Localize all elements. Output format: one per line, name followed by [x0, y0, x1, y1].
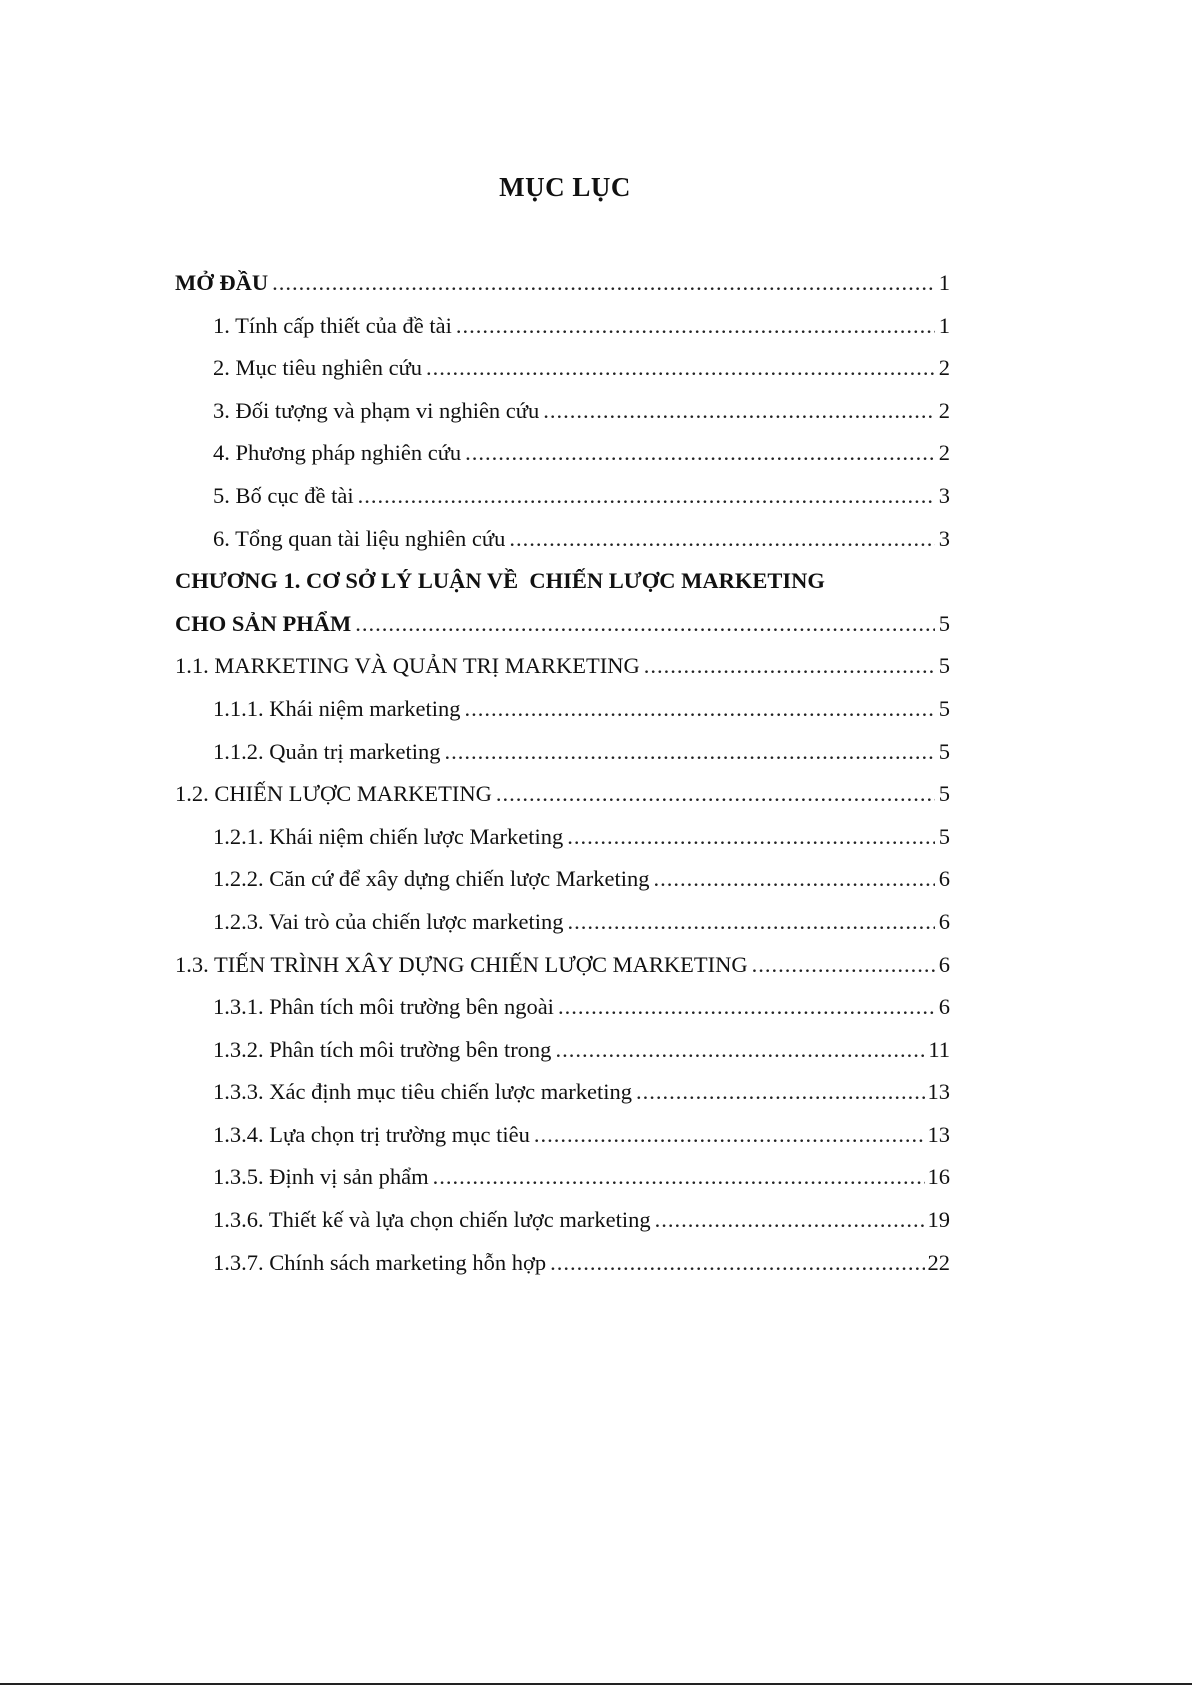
dot-leader	[509, 518, 935, 561]
dot-leader	[358, 475, 935, 518]
toc-entry[interactable]	[175, 305, 950, 348]
toc-entry[interactable]	[175, 1029, 950, 1072]
toc-page-number: 6	[938, 994, 950, 1020]
toc-entry[interactable]	[175, 858, 950, 901]
toc-page-number: 5	[938, 781, 950, 807]
dot-leader	[355, 603, 935, 646]
toc-entry-text: 1.2.3. Vai trò của chiến lược marketing	[213, 908, 564, 934]
toc-entry-text: 1.3.7. Chính sách marketing hỗn hợp	[213, 1249, 547, 1275]
toc-entry[interactable]	[175, 347, 950, 390]
dot-leader	[654, 858, 936, 901]
toc-entry[interactable]	[175, 518, 950, 561]
dot-leader	[464, 688, 935, 731]
toc-entry-text: 1.3.2. Phân tích môi trường bên trong	[213, 1036, 552, 1062]
toc-entry-text: 1.2.1. Khái niệm chiến lược Marketing	[213, 823, 564, 849]
toc-entry-text: 1.2.2. Căn cứ để xây dựng chiến lược Marketing	[213, 866, 650, 892]
toc-entry[interactable]	[175, 432, 950, 475]
toc-entry[interactable]	[175, 475, 950, 518]
toc-page-number: 6	[938, 866, 950, 892]
toc-entry[interactable]	[175, 1114, 950, 1157]
toc-page-number: 5	[938, 695, 950, 721]
toc-page-number: 13	[927, 1079, 950, 1105]
toc-page-number: 11	[928, 1036, 950, 1062]
toc-entry[interactable]	[175, 773, 950, 816]
toc-page-number: 6	[938, 951, 950, 977]
toc-entry-text: CHO SẢN PHẨM	[175, 610, 352, 636]
toc-page-number: 16	[927, 1164, 950, 1190]
toc-page-number: 2	[938, 397, 950, 423]
toc-entry-text: 5. Bố cục đề tài	[213, 482, 354, 508]
dot-leader	[644, 645, 935, 688]
dot-leader	[465, 432, 935, 475]
dot-leader	[550, 1242, 924, 1285]
toc-page-number: 5	[938, 610, 950, 636]
toc-entry-text: 1.3.1. Phân tích môi trường bên ngoài	[213, 994, 554, 1020]
toc-page-number: 22	[927, 1249, 950, 1275]
toc-entry-text: 1.3.3. Xác định mục tiêu chiến lược marketing	[213, 1079, 632, 1105]
toc-entry-text: 1.1.2. Quản trị marketing	[213, 738, 441, 764]
toc-entry[interactable]	[175, 986, 950, 1029]
toc-entry[interactable]	[175, 603, 950, 646]
dot-leader	[426, 347, 935, 390]
toc-page-number: 2	[938, 355, 950, 381]
toc-entry[interactable]	[175, 390, 950, 433]
dot-leader	[456, 305, 935, 348]
toc-entry[interactable]	[175, 901, 950, 944]
toc-entry-text: 2. Mục tiêu nghiên cứu	[213, 355, 423, 381]
toc-chapter-heading[interactable]	[175, 560, 950, 603]
toc-entry[interactable]	[175, 1242, 950, 1285]
dot-leader	[555, 1029, 925, 1072]
toc-entry-text: 3. Đối tượng và phạm vi nghiên cứu	[213, 397, 540, 423]
toc-entry-text: 4. Phương pháp nghiên cứu	[213, 440, 462, 466]
toc-page-number: 1	[938, 312, 950, 338]
dot-leader	[752, 944, 935, 987]
page-title: MỤC LỤC	[499, 172, 631, 202]
toc-entry[interactable]	[175, 731, 950, 774]
toc-entry[interactable]	[175, 816, 950, 859]
toc-entry-text: 1.3.6. Thiết kế và lựa chọn chiến lược marketing	[213, 1207, 651, 1233]
table-of-contents	[175, 262, 950, 1284]
dot-leader	[534, 1114, 925, 1157]
toc-page-number: 19	[927, 1207, 950, 1233]
toc-page-number: 3	[938, 525, 950, 551]
toc-page-number: 3	[938, 482, 950, 508]
dot-leader	[496, 773, 935, 816]
toc-entry[interactable]	[175, 688, 950, 731]
toc-entry[interactable]	[175, 1199, 950, 1242]
dot-leader	[433, 1156, 925, 1199]
toc-entry-text: 1.1. MARKETING VÀ QUẢN TRỊ MARKETING	[175, 653, 640, 679]
toc-entry[interactable]	[175, 262, 950, 305]
toc-page-number: 5	[938, 823, 950, 849]
toc-entry-text: MỞ ĐẦU	[175, 270, 269, 295]
dot-leader	[543, 390, 935, 433]
dot-leader	[567, 901, 935, 944]
toc-entry-text: 1.3.5. Định vị sản phẩm	[213, 1164, 429, 1190]
toc-entry-text: 6. Tổng quan tài liệu nghiên cứu	[213, 525, 506, 551]
toc-page-number: 5	[938, 653, 950, 679]
toc-entry-text: 1.1.1. Khái niệm marketing	[213, 695, 461, 721]
toc-entry[interactable]	[175, 645, 950, 688]
dot-leader	[444, 731, 935, 774]
toc-entry[interactable]	[175, 1071, 950, 1114]
toc-page-number: 13	[927, 1121, 950, 1147]
toc-entry-text: CHƯƠNG 1. CƠ SỞ LÝ LUẬN VỀ CHIẾN LƯỢC MARKETING	[175, 568, 825, 594]
toc-page-number: 2	[938, 440, 950, 466]
toc-page-number: 5	[938, 738, 950, 764]
dot-leader	[567, 816, 935, 859]
toc-entry[interactable]	[175, 1156, 950, 1199]
toc-entry[interactable]	[175, 944, 950, 987]
toc-entry-text: 1.3. TIẾN TRÌNH XÂY DỰNG CHIẾN LƯỢC MARKETING	[175, 951, 748, 977]
dot-leader	[558, 986, 935, 1029]
dot-leader	[636, 1071, 925, 1114]
toc-entry-text: 1. Tính cấp thiết của đề tài	[213, 312, 452, 338]
dot-leader	[272, 262, 935, 305]
toc-entry-text: 1.2. CHIẾN LƯỢC MARKETING	[175, 781, 492, 807]
toc-entry-text: 1.3.4. Lựa chọn trị trường mục tiêu	[213, 1121, 530, 1147]
toc-page-number: 1	[938, 270, 950, 295]
toc-page-number: 6	[938, 908, 950, 934]
dot-leader	[655, 1199, 925, 1242]
